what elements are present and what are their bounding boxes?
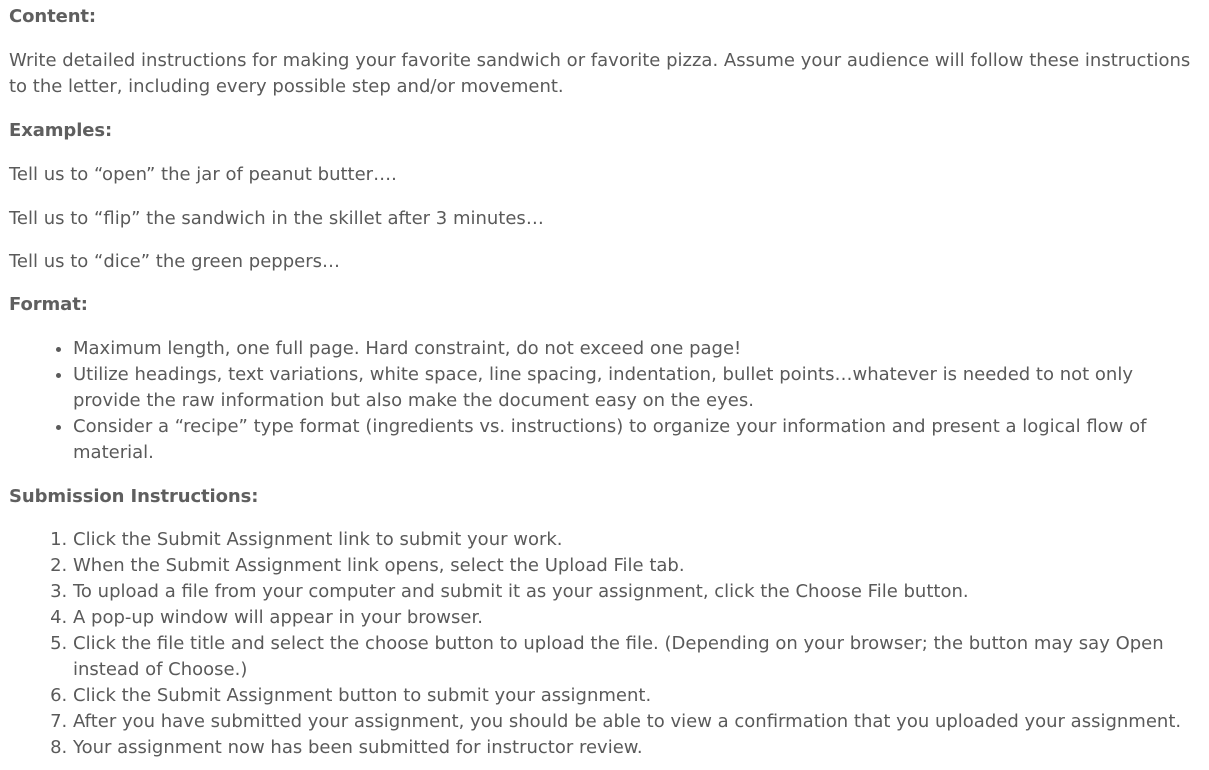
format-bullet-list	[9, 336, 1201, 466]
submission-steps-list	[9, 527, 1201, 761]
format-bullet: • Maximum length, one full page. Hard constraint, do not exceed one page!	[73, 336, 1201, 362]
assignment-page	[0, 4, 1209, 761]
submission-step: 6. Click the Submit Assignment button to submit your assignment.	[73, 683, 1201, 709]
submission-step: 5. Click the file title and select the choose button to upload the file. (Depending on your browser; the button may say Open instead of Choose.)	[73, 631, 1201, 683]
example-item: Tell us to “open” the jar of peanut butter….	[9, 164, 397, 185]
format-bullet: • Consider a “recipe” type format (ingredients vs. instructions) to organize your information and present a logical flow of material.	[73, 414, 1201, 466]
submission-step: 3. To upload a file from your computer and submit it as your assignment, click the Choose File button.	[73, 579, 1201, 605]
format-heading: Format:	[9, 294, 88, 315]
submission-heading: Submission Instructions:	[9, 486, 259, 507]
content-text: Write detailed instructions for making your favorite sandwich or favorite pizza. Assume your audience will follow these instructions to the letter, including every possible step and/or movement.	[9, 50, 1191, 97]
example-item: Tell us to “dice” the green peppers…	[9, 251, 340, 272]
submission-step: 7. After you have submitted your assignment, you should be able to view a confirmation that you uploaded your assignment.	[73, 709, 1201, 735]
submission-step: 2. When the Submit Assignment link opens, select the Upload File tab.	[73, 553, 1201, 579]
submission-step: 1. Click the Submit Assignment link to submit your work.	[73, 527, 1201, 553]
submission-step: 8. Your assignment now has been submitted for instructor review.	[73, 735, 1201, 761]
format-bullet: • Utilize headings, text variations, white space, line spacing, indentation, bullet points…whatever is needed to not only provide the raw information but also make the document easy on the eyes.	[73, 362, 1201, 414]
content-heading: Content:	[9, 6, 97, 27]
submission-step: 4. A pop-up window will appear in your browser.	[73, 605, 1201, 631]
examples-heading: Examples:	[9, 120, 113, 141]
example-item: Tell us to “flip” the sandwich in the skillet after 3 minutes…	[9, 208, 544, 229]
